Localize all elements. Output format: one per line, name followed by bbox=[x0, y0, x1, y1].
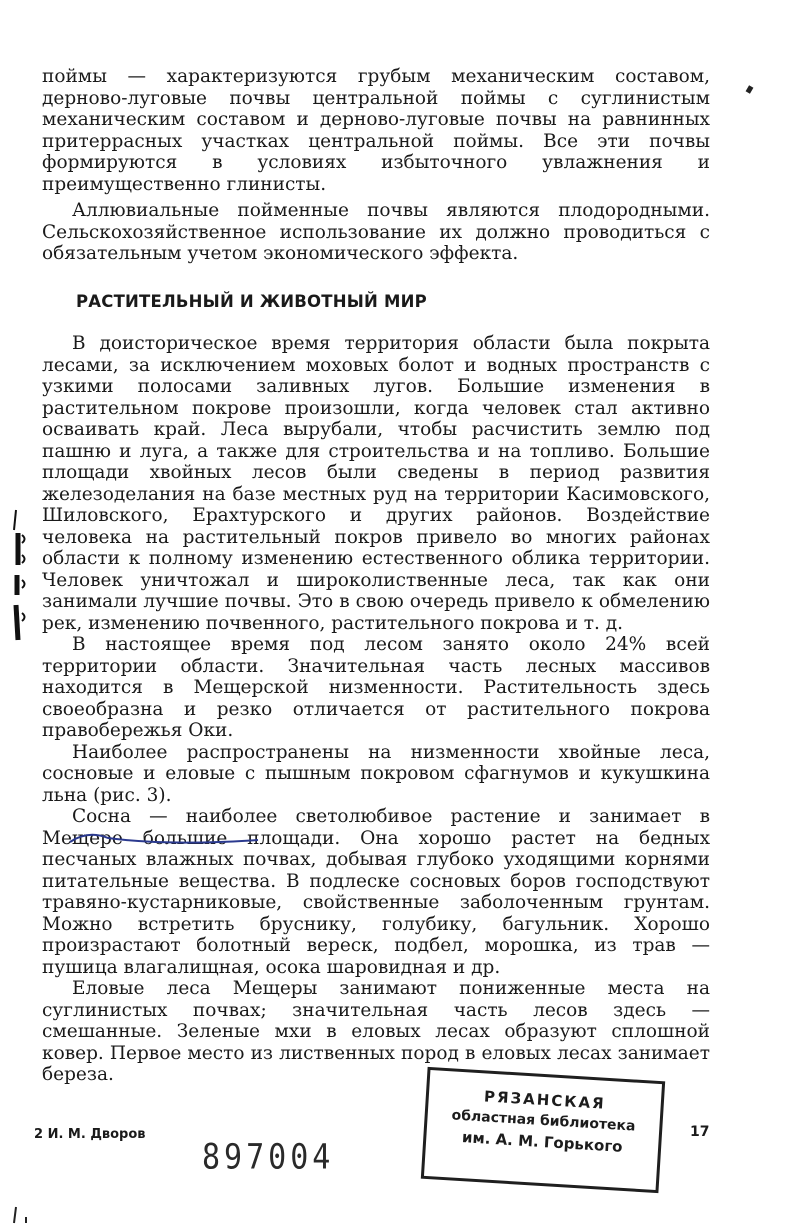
library-stamp bbox=[421, 1067, 665, 1193]
handwritten-underline bbox=[68, 828, 268, 858]
soil-text-continuation bbox=[42, 66, 710, 195]
paragraph: Сосна — наиболее светолюбивое растение и занимает в Мещере большие площади. Она хорошо растет на бедных песчаных влажных почвах, добывая глубоко уходящими корнями питательные вещества. В подлеске сосновых боров господствуют травяно-кустарниковые, свойственные заболоченным грунтам. Можно встретить бруснику, голубику, багульник. Хорошо произрастают болотный вереск, подбел, морошка, из трав — пушица влагалищная, осока шаровидная и др. bbox=[42, 806, 710, 978]
stamp-line: областная библиотека bbox=[451, 1107, 636, 1135]
flora-section-body bbox=[42, 333, 710, 1086]
section-heading: РАСТИТЕЛЬНЫЙ И ЖИВОТНЫЙ МИР bbox=[76, 292, 427, 311]
paragraph: В доисторическое время территория области была покрыта лесами, за исключением моховых болот и водных пространств с узкими полосами заливных лугов. Большие изменения в растительном покрове произошли, когда человек стал активно осваивать край. Леса вырубали, чтобы расчистить землю под пашню и луга, а также для строительства и на топливо. Большие площади хвойных лесов были сведены в период развития железоделания на базе местных руд на территории Касимовского, Шиловского, Ерахтурского и других районов. Воздействие человека на растительный покров привело во многих районах области к полному изменению естественного облика территории. Человек уничтожал и широколиственные леса, так как они занимали лучшие почвы. Это в свою очередь привело к обмелению рек, изменению почвенного, растительного покрова и т. д. bbox=[42, 333, 710, 634]
signature-mark: 2 И. М. Дворов bbox=[34, 1127, 146, 1142]
ink-speck bbox=[746, 85, 754, 94]
paragraph: Наиболее распространены на низменности хвойные леса, сосновые и еловые с пышным покровом сфагнумов и кукушкина льна (рис. 3). bbox=[42, 741, 710, 806]
paragraph: Аллювиальные пойменные почвы являются плодородными. Сельскохозяйственное использование их должно проводиться с обязательным учетом экономического эффекта. bbox=[42, 200, 710, 264]
stamp-line: им. А. М. Горького bbox=[461, 1128, 624, 1156]
corner-scan-mark bbox=[10, 1205, 50, 1225]
stamp-line: РЯЗАНСКАЯ bbox=[483, 1087, 607, 1113]
soil-text-conclusion bbox=[42, 200, 710, 265]
page-number: 17 bbox=[690, 1124, 710, 1140]
inventory-number: 897004 bbox=[202, 1137, 335, 1178]
margin-pencil-mark bbox=[4, 505, 34, 645]
paragraph: В настоящее время под лесом занято около 24% всей территории области. Значительная часть лесных массивов находится в Мещерской низменности. Растительность здесь своеобразна и резко отличается от растительного покрова правобережья Оки. bbox=[42, 634, 710, 741]
paragraph: Еловые леса Мещеры занимают пониженные места на суглинистых почвах; значительная часть лесов здесь — смешанные. Зеленые мхи в еловых лесах образуют сплошной ковер. Первое место из лиственных пород в еловых лесах занимает береза. bbox=[42, 978, 710, 1085]
paragraph: поймы — характеризуются грубым механическим составом, дерново-луговые почвы центральной поймы с суглинистым механическим составом и дерново-луговые почвы на равнинных притеррасных участках центральной поймы. Все эти почвы формируются в условиях избыточного увлажнения и преимущественно глинисты. bbox=[42, 66, 710, 195]
